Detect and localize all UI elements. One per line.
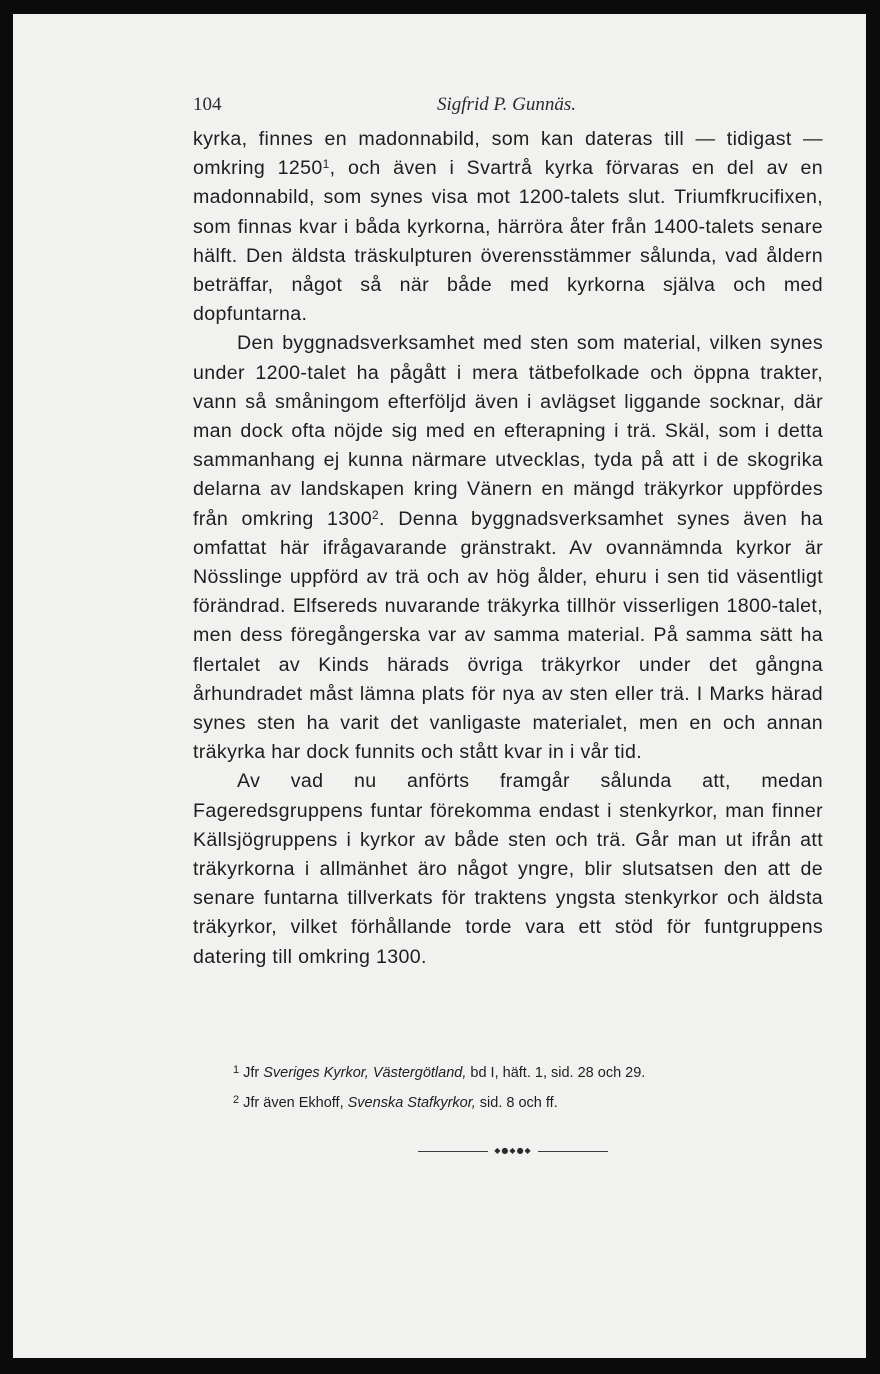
paragraph-1-text-a: kyrka, finnes en madonnabild, som kan dateras till — tidigast — omkring 1250	[193, 128, 823, 180]
paragraph-2-text-a: Den byggnadsverksamhet med sten som material, vilken synes under 1200-talet ha pågått i mera tätbefolkade och öppna trakter, vann så småningom efterföljd även i avlägset liggande socknar, där man dock ofta nöjde sig med en efterapning i trä. Skäl, som i detta sammanhang ej kunna närmare utvecklas, tyda på att i de skogrika delarna av landskapen kring Vänern en mängd träkyrkor uppfördes från omkring 1300	[193, 332, 823, 530]
footnote-2-pre: Jfr även Ekhoff,	[243, 1095, 348, 1111]
paragraph-1-text-b: , och även i Svartrå kyrka förvaras en del av en madonnabild, som synes visa mot 1200-talets slut. Triumfkrucifixen, som finnas kvar i båda kyrkorna, härröra åter från 1400-talets senare hälft. Den äldsta träskulpturen överensstämmer sålunda, vad åldern beträffar, något så när både med kyrkorna själva och med dopfuntarna.	[193, 157, 823, 326]
footnote-1-pre: Jfr	[243, 1065, 264, 1081]
footnote-ref-2: 2	[372, 507, 380, 522]
paragraph-3: Av vad nu anförts framgår sålunda att, medan Fageredsgruppens funtar förekomma endast i stenkyrkor, man finner Källsjögruppens i kyrkor av både sten och trä. Går man ut ifrån att träkyrkorna i allmänhet äro något yngre, blir slutsatsen den att de senare funtarna tillverkats för traktens yngsta stenkyrkor och äldsta träkyrkor, vilket förhållande torde vara ett stöd för funtgruppens datering till omkring 1300.	[193, 770, 823, 968]
page-number: 104	[193, 94, 222, 115]
footnote-1-post: bd I, häft. 1, sid. 28 och 29.	[466, 1065, 646, 1081]
end-ornament	[418, 1147, 608, 1155]
ornament-rule-left	[418, 1151, 488, 1152]
footnote-1	[193, 1057, 823, 1087]
running-head: Sigfrid P. Gunnäs.	[437, 94, 577, 115]
ornament-dots-icon: ◆●◆●◆	[494, 1146, 532, 1155]
page-header	[193, 90, 823, 120]
footnotes	[193, 1057, 823, 1117]
ornament-rule-right	[538, 1151, 608, 1152]
footnote-1-title: Sveriges Kyrkor, Västergötland,	[263, 1065, 467, 1081]
footnote-2-title: Svenska Stafkyrkor,	[347, 1095, 476, 1111]
paragraph-1	[193, 125, 823, 329]
paragraph-2-text-b: . Denna byggnadsverksamhet synes även ha omfattat här ifrågavarande gränstrakt. Av ovannämnda kyrkor är Nösslinge uppförd av trä och av hög ålder, ehuru i sen tid väsentligt förändrad. Elfsereds nuvarande träkyrka tillhör visserligen 1800-talet, men dess föregångerska var av samma material. På samma sätt ha flertalet av Kinds härads övriga träkyrkor under det gångna århundradet måst lämna plats för nya av sten eller trä. I Marks härad synes sten ha varit det vanligaste materialet, men en och annan träkyrka har dock funnits och stått kvar in i vår tid.	[193, 507, 823, 764]
paragraph-2	[193, 329, 823, 767]
footnote-ref-1: 1	[322, 157, 330, 172]
footnote-1-mark: 1	[233, 1064, 240, 1076]
footnote-2-post: sid. 8 och ff.	[475, 1095, 558, 1111]
footnote-2	[193, 1087, 823, 1117]
body-text	[193, 125, 823, 972]
book-page	[13, 14, 866, 1358]
footnote-2-mark: 2	[233, 1094, 240, 1106]
